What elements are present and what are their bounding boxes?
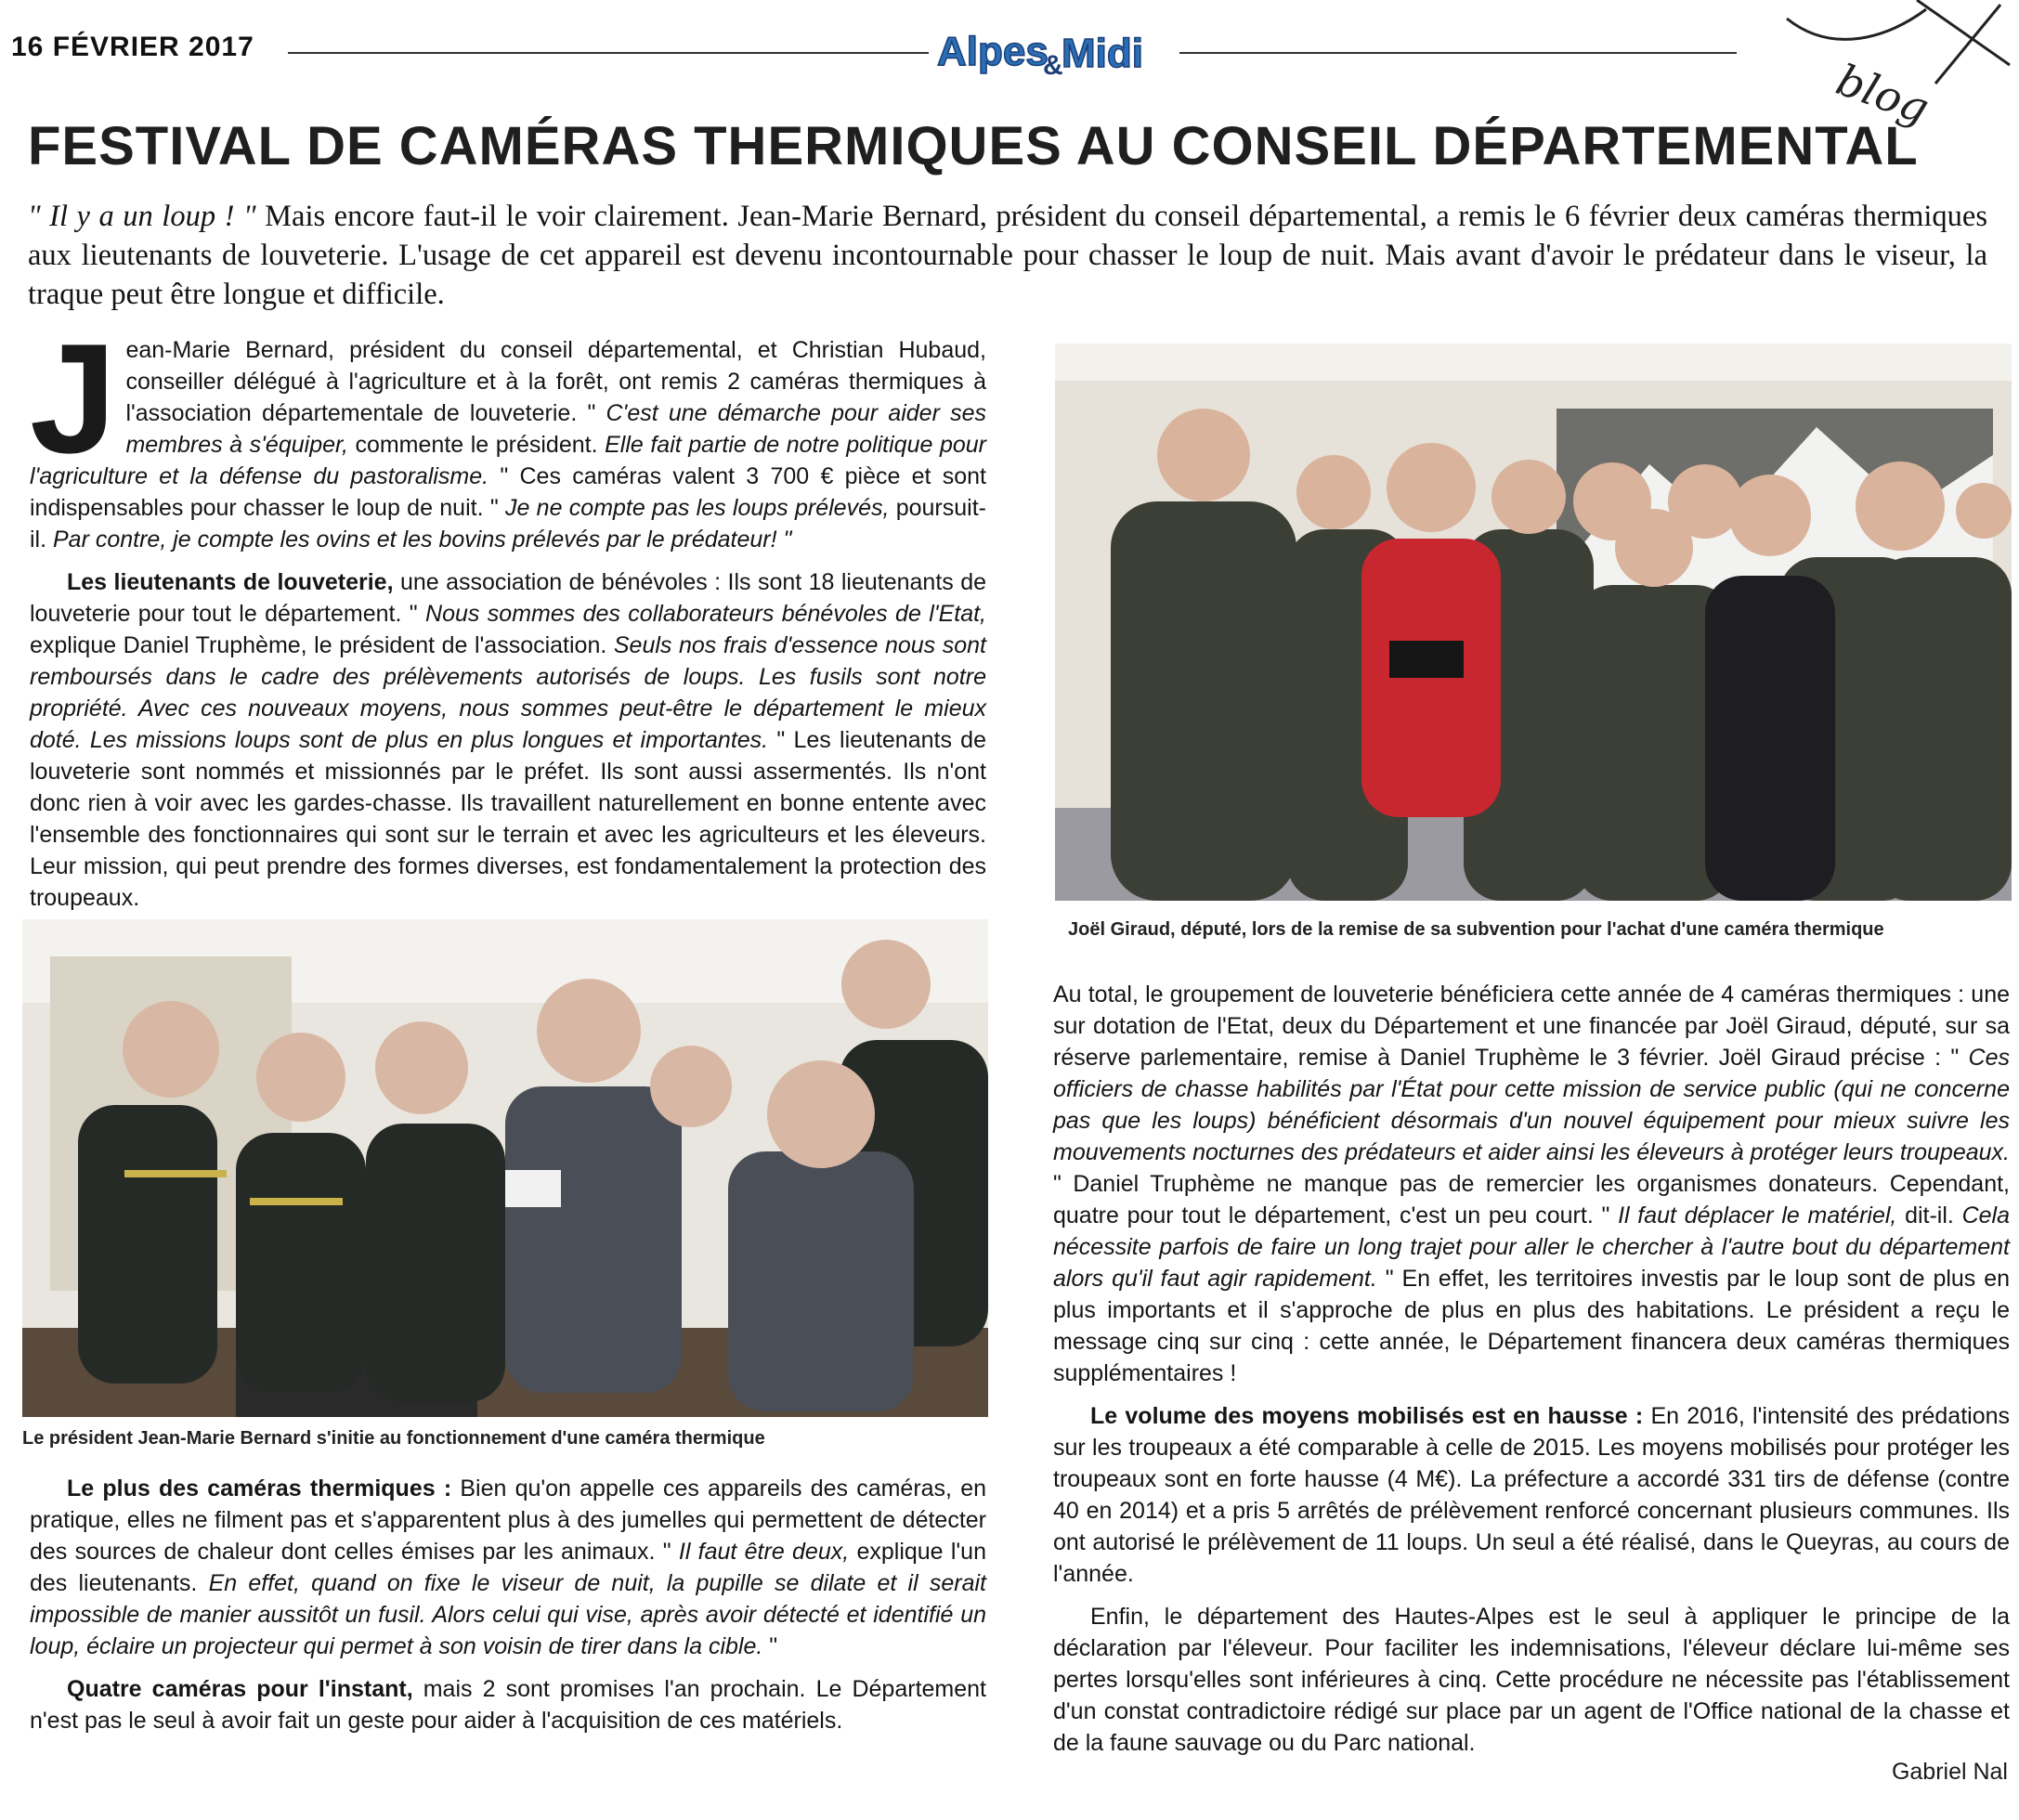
text-run: commente le président.: [347, 432, 606, 458]
text-run: " Ces caméras valent 3 700 € pièce et sont indispensables pour chasser le loup de nuit. ": [30, 463, 986, 521]
paragraph-lieutenants: [30, 566, 986, 914]
text-run: explique l'un des lieutenants.: [30, 1539, 986, 1596]
subhead: Quatre caméras pour l'instant,: [67, 1676, 413, 1702]
text-run: mais 2 sont promises l'an prochain. Le Département n'est pas le seul à avoir fait un geste pour aider à l'acquisition de ces matériels.: [30, 1676, 986, 1734]
header-rule-right: [1179, 52, 1737, 54]
caption-left-photo: Le président Jean-Marie Bernard s'initie au fonctionnement d'une caméra thermique: [22, 1428, 765, 1449]
text-run: dit-il.: [1896, 1202, 1962, 1228]
photo-giraud-group: [1055, 344, 2012, 901]
paragraph-hautes-alpes: Enfin, le département des Hautes-Alpes est le seul à appliquer le principe de la déclaration par l'éleveur. Pour faciliter les indemnisations, l'éleveur déclare lui-même ses pertes lorsqu'elles sont inférieures à cinq. Cette procédure ne nécessite pas l'établissement d'un constat contradictoire rédigé sur place par un agent de l'Office national de la chasse et de la faune sauvage ou du Parc national.: [1053, 1604, 2010, 1756]
logo-text-alpes: Alpes: [937, 29, 1049, 74]
photo-illustration: [22, 919, 988, 1417]
logo-text-midi: Midi: [1062, 31, 1143, 76]
subhead: Le volume des moyens mobilisés est en hausse :: [1090, 1403, 1644, 1429]
article-lead: [28, 197, 1987, 314]
newspaper-logo: [933, 17, 1175, 82]
left-column-top: [30, 311, 986, 914]
quote-run: Cela nécessite parfois de faire un long trajet pour aller le chercher à l'autre bout du département alors qu'il faut agir rapidement.: [1053, 1202, 2010, 1292]
subhead: Le plus des caméras thermiques :: [67, 1476, 452, 1502]
lead-quote: " Il y a un loup ! ": [28, 200, 256, 233]
quote-run: Je ne compte pas les loups prélevés,: [504, 495, 890, 521]
quote-run: Elle fait partie de notre politique pour l'agriculture et la défense du pastoralisme.: [30, 432, 986, 489]
quote-run: En effet, quand on fixe le viseur de nuit, la pupille se dilate et il serait impossible de manier aussitôt un fusil. Alors celui qui vise, après avoir détecté et identifié un loup, éclaire un projecteur qui permet à son voisin de tirer dans la cible.: [30, 1570, 986, 1659]
paragraph-quatre-cameras: [30, 1673, 986, 1736]
paragraph-intro: [30, 311, 986, 555]
quote-run: Il faut déplacer le matériel,: [1618, 1202, 1897, 1228]
header-rule-left: [288, 52, 929, 54]
lead-text: Mais encore faut-il le voir clairement. Jean-Marie Bernard, président du conseil départemental, a remis le 6 février deux caméras thermiques aux lieutenants de louveterie. L'usage de cet appareil est devenu incontournable pour chasser le loup de nuit. Mais avant d'avoir le prédateur dans le viseur, la traque peut être longue et difficile.: [28, 200, 1987, 311]
scribble-cross: [1917, 0, 2010, 84]
issue-date: 16 FÉVRIER 2017: [11, 32, 254, 62]
text-run: une association de bénévoles : Ils sont 18 lieutenants de louveterie pour tout le département. ": [30, 569, 986, 627]
article-headline: FESTIVAL DE CAMÉRAS THERMIQUES AU CONSEIL DÉPARTEMENTAL: [28, 116, 1919, 176]
quote-run: Il faut être deux,: [678, 1539, 850, 1565]
quote-run: Ces officiers de chasse habilités par l'État pour cette mission de service public (qui ne concerne pas que les loups) bénéficient désormais d'un nouvel équipement pour mieux suivre les mouvements nocturnes des prédateurs et aider ainsi les éleveurs à protéger leurs troupeaux.: [1053, 1045, 2010, 1165]
text-run: ean-Marie Bernard, président du conseil départemental, et Christian Hubaud, conseiller délégué à l'agriculture et à la forêt, ont remis 2 caméras thermiques à l'association départementale de louveterie. ": [125, 337, 986, 426]
handwritten-word: blog: [1830, 54, 1936, 134]
quote-run: Par contre, je compte les ovins et les bovins prélevés par le prédateur! ": [53, 526, 792, 552]
paragraph-total-cameras: [1053, 979, 2010, 1389]
photo-illustration: [1055, 344, 2012, 901]
text-run: " Daniel Truphème ne manque pas de remercier les organismes donateurs. Cependant, quatre pour tout le département, c'est un peu court. ": [1053, 1171, 2010, 1228]
quote-run: Nous sommes des collaborateurs bénévoles de l'Etat,: [425, 601, 986, 627]
left-column-bottom: [30, 1473, 986, 1736]
drop-cap: J: [30, 311, 117, 486]
logo-ampersand: &: [1043, 50, 1063, 81]
text-run: poursuit-il.: [30, 495, 986, 552]
text-run: En 2016, l'intensité des prédations sur les troupeaux a été comparable à celle de 2015. Les moyens mobilisés pour protéger les troupeaux sont en forte hausse (4 M€). La préfecture a accordé 331 tirs de défense (contre 40 en 2014) et a pris 5 arrêtés de prélèvement renforcé concernant plusieurs communes. Ils ont autorisé le prélèvement de 11 loups. Un seul a été réalisé, dans le Queyras, au cours de l'année.: [1053, 1403, 2011, 1587]
text-run: Au total, le groupement de louveterie bénéficiera cette année de 4 caméras thermiques : une sur dotation de l'Etat, deux du Département et une financée par Joël Giraud, député, sur sa réserve parlementaire, remise à Daniel Truphème le 3 février. Joël Giraud précise : ": [1053, 982, 2010, 1071]
caption-right-photo: Joël Giraud, député, lors de la remise de sa subvention pour l'achat d'une caméra thermique: [1068, 919, 1884, 940]
text-run: " En effet, les territoires investis par le loup sont de plus en plus importants et il s'approche de plus en plus des habitations. Le président a reçu le message cinq sur cinq : cette année, le Département financera deux caméras thermiques supplémentaires !: [1053, 1266, 2010, 1386]
text-run: Bien qu'on appelle ces appareils des caméras, en pratique, elles ne filment pas et s'apparentent plus à des jumelles qui permettent de détecter des sources de chaleur dont celles émises par les animaux. ": [30, 1476, 986, 1565]
article-author: Gabriel Nal: [1891, 1759, 2008, 1785]
text-run: " Les lieutenants de louveterie sont nommés et missionnés par le préfet. Ils sont aussi assermentés. Ils n'ont donc rien à voir avec les gardes-chasse. Ils travaillent naturellement en bonne entente avec l'ensemble des fonctionnaires qui sont sur le terrain et avec les agriculteurs et les éleveurs. Leur mission, qui peut prendre des formes diverses, est fondamentalement la protection des troupeaux.: [30, 727, 986, 911]
right-column: [1053, 979, 2010, 1759]
photo-president-camera: [22, 919, 988, 1417]
scribble-loop: [1787, 9, 1926, 39]
quote-run: Seuls nos frais d'essence nous sont remboursés dans le cadre des prélèvements autorisés de loups. Les fusils sont notre propriété. Avec ces nouveaux moyens, nous sommes peut-être le département le mieux doté. Les missions loups sont de plus en plus longues et importantes.: [30, 632, 986, 753]
paragraph-plus-cameras: [30, 1473, 986, 1662]
quote-run: C'est une démarche pour aider ses membres à s'équiper,: [125, 400, 986, 458]
subhead: Les lieutenants de louveterie,: [67, 569, 394, 595]
text-run: explique Daniel Truphème, le président de l'association.: [30, 632, 614, 658]
paragraph-volume-moyens: [1053, 1400, 2010, 1590]
text-run: ": [762, 1633, 778, 1659]
